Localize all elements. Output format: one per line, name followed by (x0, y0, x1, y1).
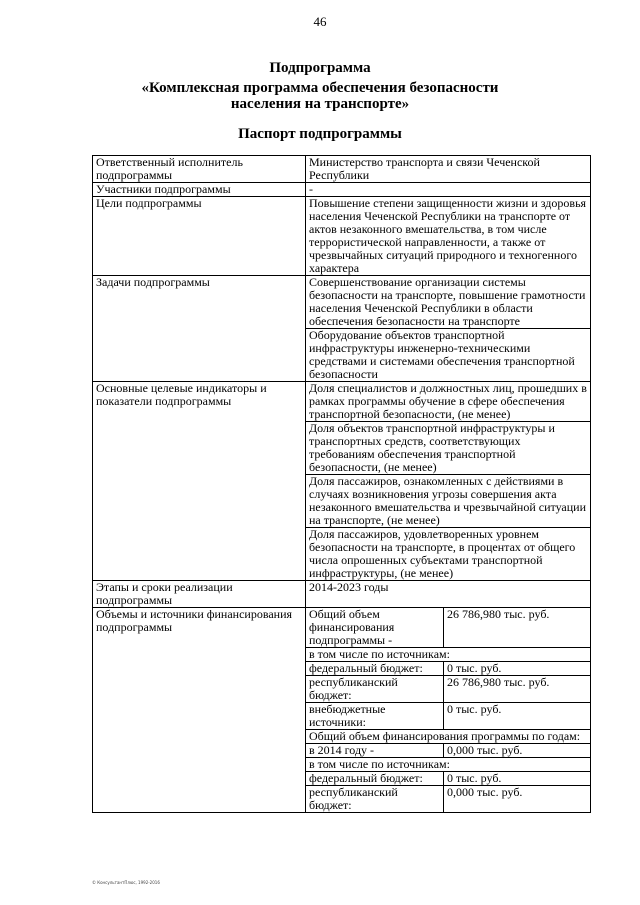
row-value: Министерство транспорта и связи Чеченской Республики (306, 156, 591, 183)
row-label: Ответственный исполнитель подпрограммы (93, 156, 306, 183)
funding-row (306, 744, 591, 758)
indicators-cell (306, 382, 591, 581)
funding-row (306, 703, 591, 730)
passport-heading: Паспорт подпрограммы (238, 126, 402, 142)
funding-value: 26 786,980 тыс. руб. (444, 676, 591, 703)
funding-value: 0,000 тыс. руб. (444, 786, 591, 813)
funding-label: внебюджетные источники: (306, 703, 444, 730)
funding-value: 26 786,980 тыс. руб. (444, 608, 591, 648)
table-row (93, 608, 591, 813)
funding-note: Общий объем финансирования программы по годам: (306, 730, 591, 744)
funding-row (306, 608, 591, 648)
row-label: Этапы и сроки реализации подпрограммы (93, 581, 306, 608)
funding-label: Общий объем финансирования подпрограммы - (306, 608, 444, 648)
subprogram-heading: Подпрограмма (269, 60, 371, 76)
indicator-item: Доля специалистов и должностных лиц, прошедших в рамках программы обучение в сфере обеспечения транспортной безопасности, (не менее) (306, 382, 590, 422)
table-row (93, 183, 591, 197)
row-value: Повышение степени защищенности жизни и здоровья населения Чеченской Республики на транспорте от актов незаконного вмешательства, в том числе террористической направленности, а также от чрезвычайных ситуаций природного и техногенного характера (306, 197, 591, 276)
row-label: Участники подпрограммы (93, 183, 306, 197)
funding-note: в том числе по источникам: (306, 648, 591, 662)
task-item: Совершенствование организации системы безопасности на транспорте, повышение грамотности населения Чеченской Республики в области обеспечения безопасности на транспорте (306, 276, 590, 329)
passport-table (92, 155, 591, 813)
row-label: Объемы и источники финансирования подпрограммы (93, 608, 306, 813)
funding-row (306, 730, 591, 744)
row-label: Основные целевые индикаторы и показатели подпрограммы (93, 382, 306, 581)
subprogram-title-line2: населения на транспорте» (230, 96, 410, 112)
task-item: Оборудование объектов транспортной инфраструктуры инженерно-техническими средствами и системами обеспечения транспортной безопасности (309, 328, 575, 381)
funding-table (305, 607, 591, 813)
indicator-item: Доля пассажиров, удовлетворенных уровнем безопасности на транспорте, в процентах от общего числа опрошенных субъектами транспортной инфраструктуры, (не менее) (309, 527, 576, 580)
funding-value: 0 тыс. руб. (444, 703, 591, 730)
row-label: Цели подпрограммы (93, 197, 306, 276)
funding-value: 0 тыс. руб. (444, 662, 591, 676)
funding-row (306, 758, 591, 772)
funding-label: республиканский бюджет: (306, 786, 444, 813)
table-row (93, 156, 591, 183)
row-label: Задачи подпрограммы (93, 276, 306, 382)
row-value: 2014-2023 годы (306, 581, 591, 608)
funding-row (306, 786, 591, 813)
page-number: 46 (313, 14, 327, 29)
funding-note: в том числе по источникам: (306, 758, 591, 772)
tasks-cell (306, 276, 591, 382)
funding-label: в 2014 году - (306, 744, 444, 758)
indicator-item: Доля пассажиров, ознакомленных с действиями в случаях возникновения угрозы совершения акта незаконного вмешательства и чрезвычайной ситуации на транспорте, (не менее) (306, 475, 590, 528)
table-row (93, 197, 591, 276)
funding-label: республиканский бюджет: (306, 676, 444, 703)
subprogram-title-line1: «Комплексная программа обеспечения безопасности (141, 80, 499, 96)
funding-row (306, 772, 591, 786)
funding-row (306, 648, 591, 662)
funding-label: федеральный бюджет: (306, 772, 444, 786)
table-row (93, 382, 591, 581)
footer-copyright: © КонсультантПлюс, 1992-2016 (92, 880, 160, 885)
indicator-item: Доля объектов транспортной инфраструктуры и транспортных средств, соответствующих требованиям обеспечения транспортной безопасности, (не менее) (306, 422, 590, 475)
funding-row (306, 662, 591, 676)
funding-label: федеральный бюджет: (306, 662, 444, 676)
funding-cell (306, 608, 591, 813)
table-row (93, 276, 591, 382)
funding-value: 0,000 тыс. руб. (444, 744, 591, 758)
row-value: - (306, 183, 591, 197)
funding-row (306, 676, 591, 703)
table-row (93, 581, 591, 608)
funding-value: 0 тыс. руб. (444, 772, 591, 786)
